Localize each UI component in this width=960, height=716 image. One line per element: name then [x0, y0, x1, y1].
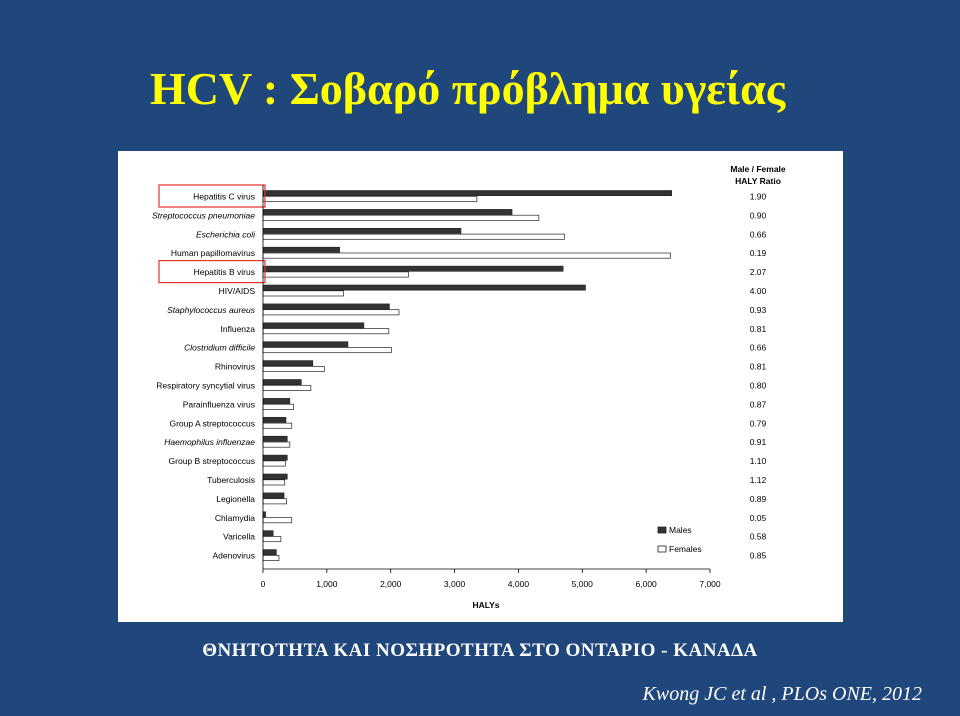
chart-panel — [118, 151, 843, 622]
category-label: Staphylococcus aureus — [167, 304, 255, 315]
ratio-value: 0.66 — [749, 229, 767, 240]
ratio-value: 0.89 — [749, 493, 767, 504]
bar-females — [263, 461, 285, 466]
ratio-value: 0.93 — [749, 304, 767, 315]
category-label: HIV/AIDS — [218, 286, 255, 296]
x-tick-label: 2,000 — [380, 579, 402, 589]
bar-males — [263, 550, 276, 555]
ratio-value: 0.66 — [749, 342, 767, 353]
citation: Kwong JC et al , PLOs ONE, 2012 — [642, 683, 922, 705]
bar-females — [263, 555, 279, 560]
ratio-value: 0.91 — [749, 437, 767, 448]
category-label: Streptococcus pneumoniae — [151, 210, 255, 221]
haly-bar-chart — [118, 151, 843, 622]
category-label: Influenza — [220, 323, 255, 334]
slide-title: HCV : Σοβαρό πρόβλημα υγείας — [150, 63, 786, 114]
bar-females — [263, 291, 343, 296]
bar-females — [263, 310, 399, 315]
category-label: Haemophilus influenzae — [164, 437, 255, 448]
ratio-value: 1.10 — [749, 456, 767, 467]
bar-females — [263, 234, 564, 239]
legend-swatch — [658, 527, 666, 533]
bar-females — [263, 423, 292, 428]
x-tick-label: 6,000 — [635, 579, 657, 589]
ratio-value: 1.12 — [749, 475, 767, 485]
ratio-value: 1.90 — [749, 191, 767, 202]
bar-females — [263, 196, 477, 201]
category-label: Respiratory syncytial virus — [156, 380, 255, 391]
x-tick-label: 1,000 — [316, 579, 338, 589]
ratio-value: 0.81 — [749, 361, 767, 372]
category-label: Chlamydia — [214, 512, 255, 523]
x-tick-label: 4,000 — [507, 579, 530, 589]
ratio-value: 0.19 — [749, 248, 767, 259]
ratio-value: 0.90 — [749, 210, 767, 221]
bar-females — [263, 499, 287, 504]
ratio-header-line: HALY Ratio — [735, 176, 781, 186]
category-label: Parainfluenza virus — [182, 399, 255, 410]
category-label: Varicella — [223, 531, 255, 542]
bar-females — [263, 537, 281, 542]
bar-males — [263, 266, 563, 271]
ratio-header-line: Male / Female — [730, 164, 786, 174]
ratio-value: 0.85 — [749, 550, 767, 561]
category-label: Human papillomavirus — [170, 248, 255, 259]
bar-males — [263, 531, 273, 536]
category-label: Group A streptococcus — [169, 418, 255, 429]
bar-males — [263, 417, 286, 422]
bar-males — [263, 474, 287, 479]
category-label: Legionella — [216, 493, 255, 504]
bar-females — [263, 215, 539, 220]
ratio-value: 0.80 — [749, 380, 767, 391]
category-label: Clostridium difficile — [184, 342, 255, 353]
bar-females — [263, 272, 409, 277]
bar-males — [263, 209, 512, 214]
bar-males — [263, 285, 585, 290]
ratio-value: 0.79 — [749, 418, 767, 429]
category-label: Adenovirus — [212, 550, 255, 561]
category-label: Rhinovirus — [214, 361, 255, 372]
bar-males — [263, 191, 672, 196]
bar-females — [263, 329, 389, 334]
ratio-value: 0.87 — [749, 399, 767, 410]
x-tick-label: 3,000 — [443, 579, 466, 589]
bar-females — [263, 404, 294, 409]
ratio-value: 4.00 — [749, 286, 767, 296]
bar-females — [263, 442, 290, 447]
bar-males — [263, 247, 340, 252]
bar-males — [263, 342, 348, 347]
slide-subtitle: ΘΝΗΤΟΤΗΤΑ ΚΑΙ ΝΟΣΗΡΟΤΗΤΑ ΣΤΟ ΟΝΤΑΡΙΟ - ΚΑΝΑΔΑ — [202, 640, 758, 661]
bar-males — [263, 455, 287, 460]
category-label: Hepatitis B virus — [193, 267, 255, 278]
x-tick-label: 7,000 — [699, 579, 721, 589]
bar-males — [263, 380, 301, 385]
ratio-value: 0.58 — [749, 531, 767, 542]
x-tick-label: 5,000 — [571, 579, 593, 589]
bar-males — [263, 304, 389, 309]
category-label: Escherichia coli — [195, 229, 255, 240]
category-label: Hepatitis C virus — [193, 191, 255, 202]
x-tick-label: 0 — [260, 579, 266, 589]
bar-females — [263, 385, 311, 390]
category-label: Group B streptococcus — [168, 456, 255, 467]
x-axis-label: HALYs — [472, 600, 500, 610]
bar-males — [263, 436, 287, 441]
bar-females — [263, 348, 391, 353]
category-label: Tuberculosis — [207, 475, 255, 485]
bar-males — [263, 361, 313, 366]
ratio-value: 0.81 — [749, 323, 767, 334]
bar-males — [263, 398, 290, 403]
bar-females — [263, 518, 292, 523]
ratio-value: 0.05 — [749, 512, 767, 523]
legend-swatch — [658, 546, 666, 552]
legend-label: Females — [669, 544, 702, 554]
bar-males — [263, 323, 364, 328]
bar-males — [263, 228, 461, 233]
bar-females — [263, 366, 324, 371]
ratio-value: 2.07 — [749, 267, 767, 278]
bar-females — [263, 253, 670, 258]
legend-label: Males — [669, 525, 692, 535]
bar-females — [263, 480, 285, 485]
bar-males — [263, 493, 284, 498]
